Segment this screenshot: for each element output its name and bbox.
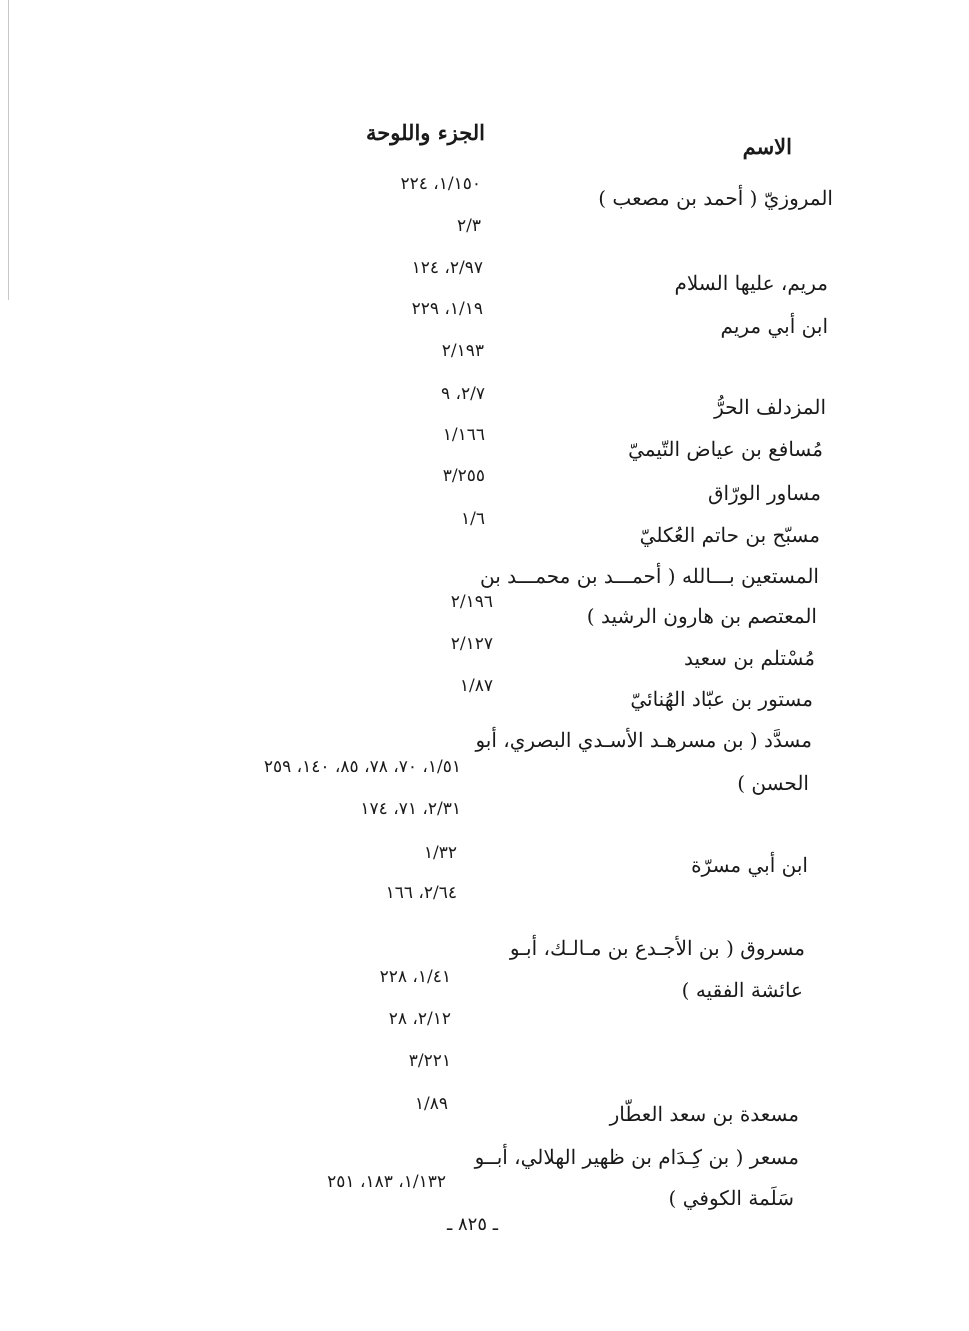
index-ref: ٢/٧، ٩	[440, 384, 485, 404]
index-ref: ١/٦	[461, 509, 485, 529]
index-ref: ١/١٦٦	[442, 425, 485, 445]
index-ref: ١/٨٧	[459, 676, 493, 696]
index-ref: ١/٨٩	[414, 1094, 448, 1114]
index-ref: ٣/٢٥٥	[442, 466, 485, 486]
scan-edge-line	[8, 0, 9, 300]
index-name: مسعدة بن سعد العطّار	[609, 1102, 799, 1126]
index-ref: ١/١٩، ٢٢٩	[411, 299, 483, 319]
index-name: مسعر ( بن كِـدَام بن ظهير الهلالي، أبــو	[474, 1145, 799, 1169]
index-ref: ٢/١٢٧	[450, 634, 493, 654]
index-ref: ١/١٥٠، ٢٢٤	[400, 174, 481, 194]
index-name: الحسن )	[737, 771, 809, 795]
index-name: مريم، عليها السلام	[674, 271, 828, 295]
index-ref: ٢/١٩٦	[450, 592, 493, 612]
index-name: مُسْتلم بن سعيد	[684, 646, 815, 670]
index-ref: ١/٤١، ٢٢٨	[379, 967, 451, 987]
index-name: المستعين بـــالله ( أحمـــد بن محمـــد بن	[479, 564, 819, 588]
name-column-header: الاسم	[742, 134, 792, 159]
index-ref: ٢/٩٧، ١٢٤	[411, 258, 483, 278]
index-ref: ٢/٣١، ٧١، ١٧٤	[360, 799, 461, 819]
index-name: مسروق ( بن الأجـدع بن مـالـك، أبـو	[509, 936, 805, 960]
index-ref: ٢/١٩٣	[441, 341, 484, 361]
index-ref: ٢/١٢، ٢٨	[388, 1009, 451, 1029]
index-name: المعتصم بن هارون الرشيد )	[586, 604, 817, 628]
index-ref: ١/٥١، ٧٠، ٧٨، ٨٥، ١٤٠، ٢٥٩	[263, 757, 461, 777]
index-name: المزدلف الحرُّ	[714, 395, 826, 419]
index-name: ابن أبي مريم	[720, 314, 828, 338]
index-name: مسدَّد ( بن مسرهـد الأسـدي البصري، أبو	[475, 728, 812, 752]
index-ref: ٢/٣	[457, 216, 481, 236]
index-ref: ١/٣٢	[423, 843, 457, 863]
index-name: عائشة الفقيه )	[681, 978, 803, 1002]
index-name: مُسافع بن عياض التّيميّ	[628, 437, 823, 461]
index-name: ابن أبي مسرّة	[691, 853, 808, 877]
index-ref: ٣/٢٢١	[408, 1051, 451, 1071]
ref-column-header: الجزء واللوحة	[366, 120, 485, 145]
index-ref: ١/١٣٢، ١٨٣، ٢٥١	[327, 1172, 446, 1192]
index-name: سَلَمة الكوفي )	[668, 1186, 794, 1210]
index-name: مساور الورّاق	[707, 481, 821, 505]
index-name: المروزيّ ( أحمد بن مصعب )	[598, 186, 833, 210]
page-number: ـ ٨٢٥ ـ	[446, 1214, 498, 1235]
index-ref: ٢/٦٤، ١٦٦	[385, 883, 457, 903]
index-name: مسبّح بن حاتم العُكليّ	[639, 523, 820, 547]
index-name: مستور بن عبّاد الهُنائيّ	[630, 687, 813, 711]
